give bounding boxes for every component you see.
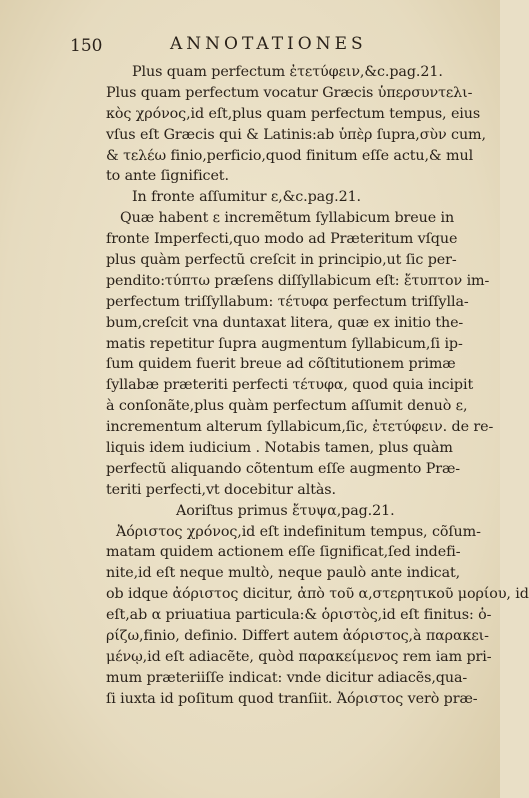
text-line: ſum quidem fuerit breue ad cõſtitutionem primæ bbox=[106, 356, 456, 373]
text-line: ρίζω,finio, definio. Differt autem ἀόριστος,à παρακει- bbox=[106, 628, 489, 645]
text-line: eſt,ab α priuatiua particula:& ὁριστὸς,id eſt finitus: ὁ- bbox=[106, 607, 492, 624]
text-line: μένῳ,id eſt adiacẽte, quòd παρακείμενος rem iam pri- bbox=[106, 648, 492, 665]
text-line: à conſonãte,plus quàm perfectum aſſumit denuò ε, bbox=[106, 398, 468, 415]
text-line: Aoriſtus primus ἔτυψα,pag.21. bbox=[176, 502, 395, 519]
text-line: vſus eſt Græcis qui & Latinis:ab ὑπὲρ ſupra,σὺν cum, bbox=[106, 126, 486, 143]
text-line: matam quidem actionem eſſe ſignificat,ſed indefi- bbox=[106, 544, 461, 561]
text-line: Quæ habent ε incremẽtum ſyllabicum breue in bbox=[120, 210, 455, 227]
text-line: liquis idem iudicium . Notabis tamen, plus quàm bbox=[106, 440, 453, 457]
text-line: & τελέω finio,perficio,quod finitum eſſe actu,& mul bbox=[106, 147, 474, 164]
text-line: to ante ſignificet. bbox=[106, 168, 229, 185]
text-line: plus quàm perfectũ creſcit in principio,ut ſic per- bbox=[106, 252, 457, 269]
text-line: mum præteriiſſe indicat: vnde dicitur adiacẽs,qua- bbox=[106, 669, 468, 686]
text-line: pendito:τύπτω præſens diſſyllabicum eſt: ἔτυπτον im- bbox=[106, 272, 490, 289]
text-line: In fronte aſſumitur ε,&c.pag.21. bbox=[132, 189, 362, 206]
text-line: ob idque ἀόριστος dicitur, ἀπὸ τοῦ α,στερητικοῦ μορίου, id bbox=[106, 586, 529, 603]
body-text bbox=[106, 62, 529, 710]
text-line: ſi iuxta id poſitum quod tranſiit. Ἀόριστος verò præ- bbox=[106, 690, 478, 707]
text-line: perfectum triſſyllabum: τέτυφα perfectum triſſylla- bbox=[106, 293, 469, 310]
text-line: bum,creſcit vna duntaxat litera, quæ ex initio the- bbox=[106, 314, 464, 331]
text-line: teriti perfecti,vt docebitur altàs. bbox=[106, 481, 336, 498]
text-line: fronte Imperfecti,quo modo ad Præteritum vſque bbox=[106, 231, 458, 248]
text-line: κὸς χρόνος,id eſt,plus quam perfectum tempus, eius bbox=[106, 105, 481, 122]
text-line: matis repetitur ſupra augmentum ſyllabicum,ſi ip- bbox=[106, 335, 463, 352]
text-line: perfectũ aliquando cõtentum eſſe augmento Præ- bbox=[106, 460, 461, 477]
text-line: Plus quam perfectum vocatur Græcis ὑπερσυντελι- bbox=[106, 84, 473, 101]
text-line: Ἀόριστος χρόνος,id eſt indefinitum tempus, cõſum- bbox=[116, 523, 481, 540]
text-line: incrementum alterum ſyllabicum,ſic, ἐτετύφειν. de re- bbox=[106, 419, 494, 436]
text-line: nite,id eſt neque multò, neque paulò ante indicat, bbox=[106, 565, 461, 582]
running-title: ANNOTATIONES bbox=[170, 34, 367, 54]
text-line: ſyllabæ præteriti perfecti τέτυφα, quod quia incipit bbox=[106, 377, 474, 394]
page-header bbox=[70, 34, 470, 56]
page-number: 150 bbox=[70, 36, 103, 56]
text-line: Plus quam perfectum ἐτετύφειν,&c.pag.21. bbox=[132, 64, 443, 80]
